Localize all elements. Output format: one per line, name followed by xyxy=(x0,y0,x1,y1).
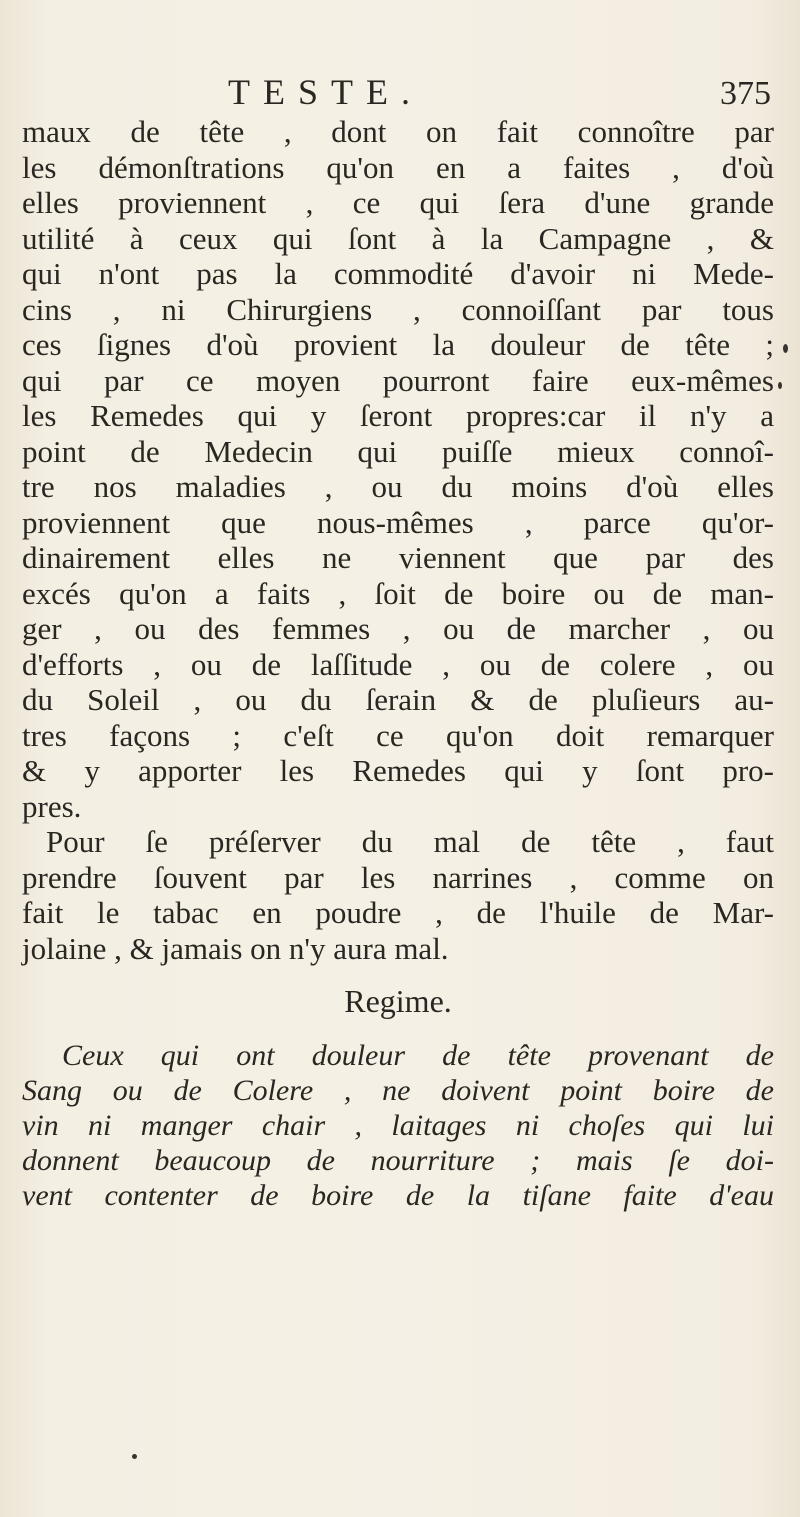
italic-line: donnent beaucoup de nourriture ; mais ſe doi- xyxy=(22,1144,774,1177)
italic-line: vent contenter de boire de la tiſane faite d'eau xyxy=(22,1179,774,1212)
paper-speck xyxy=(783,344,788,353)
text-line: prendre ſouvent par les narrines , comme on xyxy=(22,859,774,895)
text-line: & y apporter les Remedes qui y ſont pro- xyxy=(22,753,774,788)
paper-speck xyxy=(778,382,782,389)
text-line: du Soleil , ou du ſerain & de pluſieurs au- xyxy=(22,682,774,717)
italic-line: Sang ou de Colere , ne doivent point boire de xyxy=(22,1074,774,1107)
paragraph-1 xyxy=(22,114,792,824)
text-line: utilité à ceux qui ſont à la Campagne , & xyxy=(22,220,774,256)
text-line: d'efforts , ou de laſſitude , ou de colere , ou xyxy=(22,646,774,682)
italic-line: vin ni manger chair , laitages ni choſes qui lui xyxy=(22,1109,774,1142)
text-line: les Remedes qui y ſeront propres:car il n'y a xyxy=(22,398,774,433)
spacer xyxy=(22,966,792,982)
text-line: elles proviennent , ce qui ſera d'une grande xyxy=(22,185,774,220)
text-line: proviennent que nous-mêmes , parce qu'or- xyxy=(22,504,774,540)
text-line: ces ſignes d'où provient la douleur de tête ; xyxy=(22,327,774,362)
text-line: fait le tabac en poudre , de l'huile de Mar- xyxy=(22,895,774,930)
text-line: les démonſtrations qu'on en a faites , d'où xyxy=(22,149,774,185)
section-heading: Regime. xyxy=(344,983,452,1019)
text-line: excés qu'on a faits , ſoit de boire ou de man- xyxy=(22,575,774,611)
text-line: cins , ni Chirurgiens , connoiſſant par tous xyxy=(22,291,774,327)
text-line: tre nos maladies , ou du moins d'où elles xyxy=(22,469,774,504)
text-line: jolaine , & jamais on n'y aura mal. xyxy=(22,930,449,966)
text-line: qui par ce moyen pourront faire eux-mêmes xyxy=(22,362,774,398)
page-body xyxy=(22,114,792,1213)
running-head-title: TESTE. xyxy=(228,72,423,112)
italic-line: Ceux qui ont douleur de tête provenant de xyxy=(62,1039,774,1072)
italic-paragraph xyxy=(22,1038,792,1213)
text-line: dinairement elles ne viennent que par des xyxy=(22,540,774,575)
text-line: Pour ſe préſerver du mal de tête , faut xyxy=(46,824,774,859)
running-head xyxy=(0,72,800,112)
paragraph-2 xyxy=(22,824,792,966)
text-line: point de Medecin qui puiſſe mieux connoî- xyxy=(22,433,774,469)
text-line: maux de tête , dont on fait connoître par xyxy=(22,114,774,149)
text-line: ger , ou des femmes , ou de marcher , ou xyxy=(22,611,774,646)
text-line: tres façons ; c'eſt ce qu'on doit remarquer xyxy=(22,717,774,753)
text-line: qui n'ont pas la commodité d'avoir ni Mede- xyxy=(22,256,774,291)
paper-speck xyxy=(132,1454,137,1459)
page-number: 375 xyxy=(720,75,771,112)
text-line: pres. xyxy=(22,788,82,824)
